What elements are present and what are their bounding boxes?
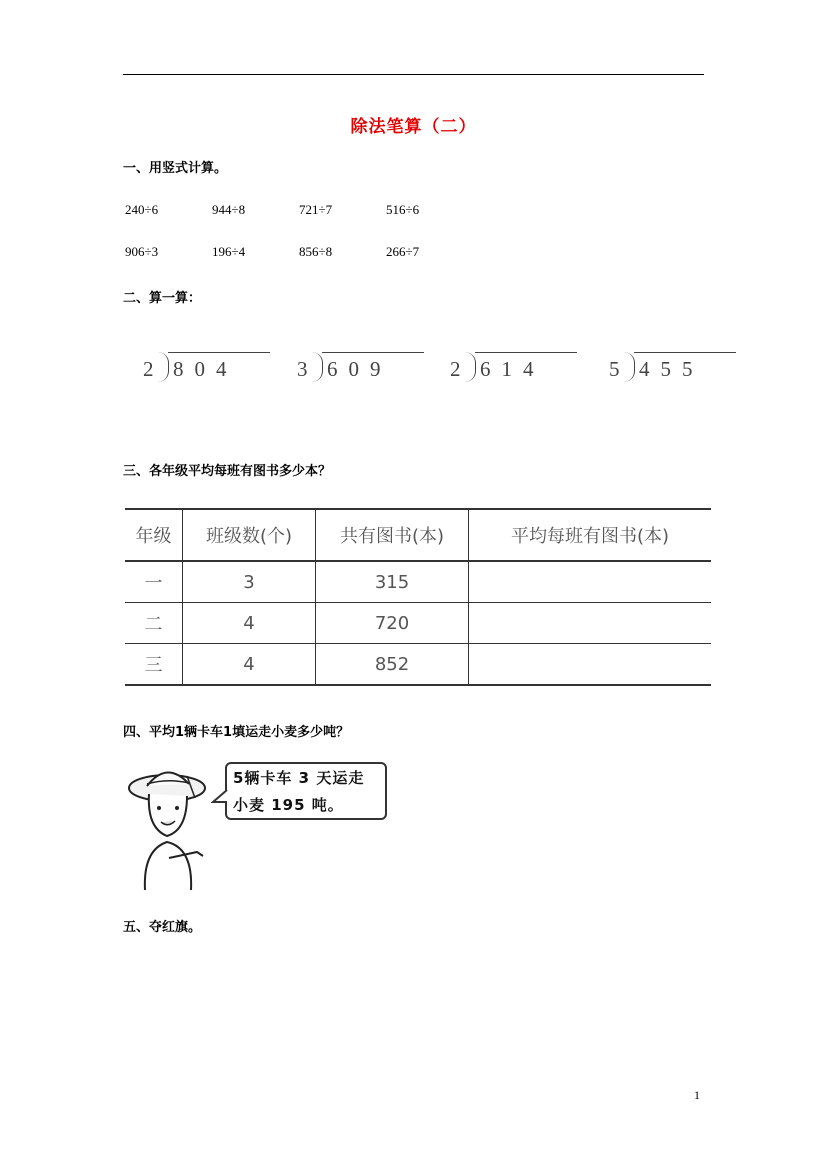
bubble-line-1: 5辆卡车 3 天运走: [233, 769, 365, 787]
section-1-heading: 一、用竖式计算。: [123, 161, 228, 176]
dividend: 804: [173, 357, 238, 381]
table-cell: 三: [125, 644, 183, 686]
table-cell: 720: [316, 603, 469, 644]
answer-cell: [469, 644, 712, 686]
calc-item: 721÷7: [299, 202, 333, 217]
dividend: 614: [480, 357, 545, 381]
divisor: 2: [450, 357, 461, 381]
table-cell: 一: [125, 561, 183, 603]
division-bracket: [158, 352, 169, 382]
answer-cell: [469, 603, 712, 644]
page-number: 1: [694, 1088, 700, 1102]
table-row: [125, 644, 711, 686]
section-2-heading: 二、算一算：: [123, 291, 202, 306]
section-4-heading: 四、平均1辆卡车1填运走小麦多少吨？: [123, 725, 350, 740]
page-title: 除法笔算（二）: [350, 117, 477, 137]
table-cell: 4: [183, 603, 316, 644]
boy-illustration: [125, 758, 405, 890]
section-3-heading: 三、各年级平均每班有图书多少本？: [123, 464, 332, 479]
table-cell: 315: [316, 561, 469, 603]
divisor: 5: [609, 357, 620, 381]
division-bracket: [624, 352, 635, 382]
division-bar: [475, 352, 577, 353]
calc-item: 516÷6: [386, 202, 420, 217]
divisor: 3: [297, 357, 308, 381]
dividend: 609: [327, 357, 392, 381]
division-bracket: [312, 352, 323, 382]
table-header: 平均每班有图书(本): [469, 509, 712, 561]
table-header: 班级数(个): [183, 509, 316, 561]
calc-item: 240÷6: [125, 202, 159, 217]
boy-with-hat-icon: [125, 758, 225, 890]
dividend: 455: [639, 357, 704, 381]
calc-item: 196÷4: [212, 244, 246, 259]
divisor: 2: [143, 357, 154, 381]
division-bracket: [465, 352, 476, 382]
table-header: 共有图书(本): [316, 509, 469, 561]
table-header: 年级: [125, 509, 183, 561]
calc-item: 856÷8: [299, 244, 333, 259]
header-rule: [123, 74, 704, 75]
division-bar: [634, 352, 736, 353]
bubble-line-2: 小麦 195 吨。: [233, 796, 344, 814]
section-5-heading: 五、夺红旗。: [123, 920, 202, 935]
table-cell: 852: [316, 644, 469, 686]
table-header-row: [125, 509, 711, 561]
speech-bubble: [225, 762, 387, 820]
table-cell: 3: [183, 561, 316, 603]
answer-cell: [469, 561, 712, 603]
table-cell: 4: [183, 644, 316, 686]
calc-item: 266÷7: [386, 244, 420, 259]
table-cell: 二: [125, 603, 183, 644]
calc-item: 944÷8: [212, 202, 246, 217]
books-table: [125, 508, 711, 686]
table-row: [125, 603, 711, 644]
division-bar: [322, 352, 424, 353]
calc-item: 906÷3: [125, 244, 159, 259]
bubble-tail-icon: [211, 788, 229, 808]
division-bar: [168, 352, 270, 353]
table-row: [125, 561, 711, 603]
